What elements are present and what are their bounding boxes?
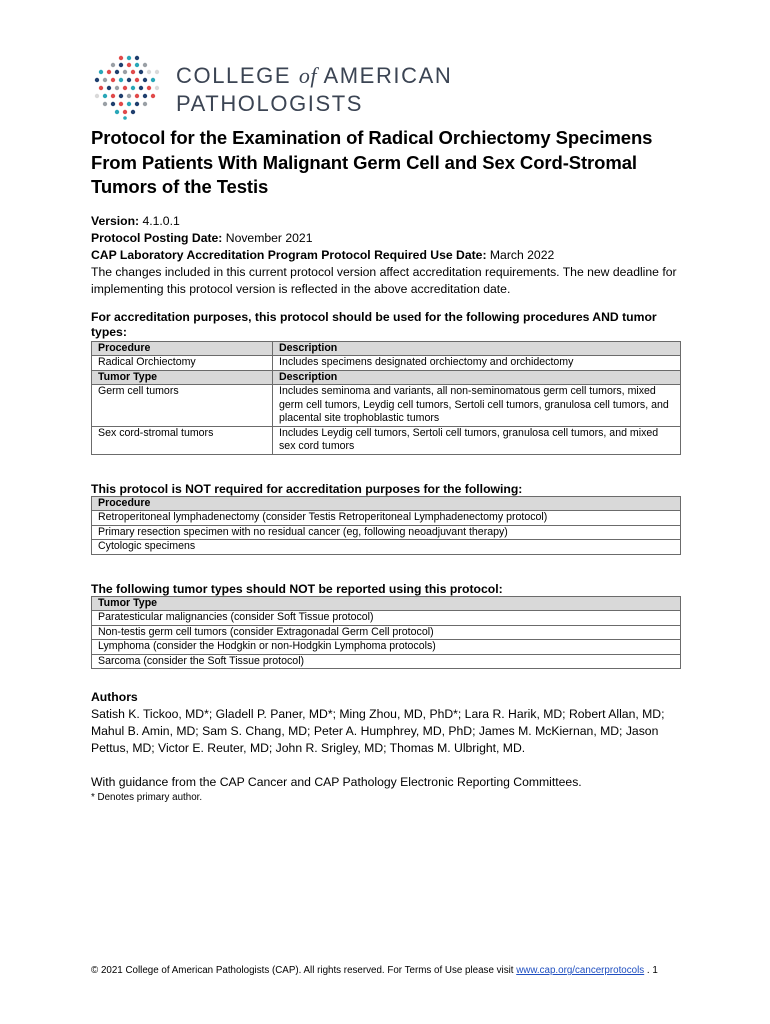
page-footer [91,964,681,978]
document-body [91,126,681,804]
table-row: Paratesticular malignancies (consider Soft Tissue protocol) [92,611,681,626]
guidance-note: With guidance from the CAP Cancer and CAP Pathology Electronic Reporting Committees. [91,775,582,789]
table-row: Retroperitoneal lymphadenectomy (consider Testis Retroperitoneal Lymphadenectomy protocol) [92,511,681,526]
cancer-protocols-link[interactable]: www.cap.org/cancerprotocols [516,965,645,976]
tumor-type-cell: Sex cord-stromal tumors [92,426,273,454]
accreditation-intro: For accreditation purposes, this protocol should be used for the following procedures AND tumor types: [91,309,657,339]
cap-logo [93,54,493,120]
description-header-2: Description [273,370,681,385]
organization-name: COLLEGE of AMERICAN PATHOLOGISTS [176,63,453,116]
required-use-date-line: CAP Laboratory Accreditation Program Protocol Required Use Date: March 2022 [91,247,555,262]
accreditation-table [91,341,681,455]
protocol-metadata [91,213,681,298]
document-title: Protocol for the Examination of Radical Orchiectomy Specimens From Patients With Malignant Germ Cell and Sex Cord-Stromal Tumors of the Testis [91,127,653,197]
tumor-type-header: Tumor Type [92,370,273,385]
table-row: Sarcoma (consider the Soft Tissue protocol) [92,654,681,669]
procedure-cell: Radical Orchiectomy [92,356,273,371]
tumor-type-cell: Germ cell tumors [92,385,273,427]
tumor-description-cell: Includes Leydig cell tumors, Sertoli cell tumors, granulosa cell tumors, and mixed sex cord tumors [273,426,681,454]
posting-date-line: Protocol Posting Date: November 2021 [91,230,313,245]
table-row: Non-testis germ cell tumors (consider Extragonadal Germ Cell protocol) [92,625,681,640]
procedure-header: Procedure [92,341,273,356]
version-line: Version: 4.1.0.1 [91,213,180,228]
table-row: Cytologic specimens [92,540,681,555]
not-required-intro: This protocol is NOT required for accreditation purposes for the following: [91,481,523,496]
authors-heading: Authors [91,690,138,704]
not-reported-intro: The following tumor types should NOT be reported using this protocol: [91,581,503,596]
changes-note: The changes included in this current protocol version affect accreditation requirements. The new deadline for implementing this protocol version is reflected in the above accreditation date. [91,264,677,296]
table-row: Lymphoma (consider the Hodgkin or non-Hodgkin Lymphoma protocols) [92,640,681,655]
not-required-table [91,496,681,555]
authors-list: Satish K. Tickoo, MD*; Gladell P. Paner, MD*; Ming Zhou, MD, PhD*; Lara R. Harik, MD; Robert Allan, MD; Mahul B. Amin, MD; Sam S. Chang, MD; Peter A. Humphrey, MD, PhD; James M. McKiernan, MD; Jason Pettus, MD; Victor E. Reuter, MD; John R. Srigley, MD; Thomas M. Ulbright, MD. [91,707,665,755]
procedure-description-cell: Includes specimens designated orchiectomy and orchidectomy [273,356,681,371]
primary-author-note: * Denotes primary author. [91,792,203,803]
description-header: Description [273,341,681,356]
tumor-type-header: Tumor Type [92,596,681,611]
procedure-header: Procedure [92,496,681,511]
table-row [92,385,681,427]
footer-copyright: © 2021 College of American Pathologists (CAP). All rights reserved. For Terms of Use please visit [91,965,517,976]
not-reported-table [91,596,681,670]
logo-dot-grid-icon [93,54,165,120]
tumor-description-cell: Includes seminoma and variants, all non-seminomatous germ cell tumors, mixed germ cell tumors, Leydig cell tumors, Sertoli cell tumors, granulosa cell tumors, and placental site trophoblastic tumors [273,385,681,427]
page-number: . 1 [644,965,658,976]
table-row [92,426,681,454]
table-row: Primary resection specimen with no residual cancer (eg, following neoadjuvant therapy) [92,525,681,540]
